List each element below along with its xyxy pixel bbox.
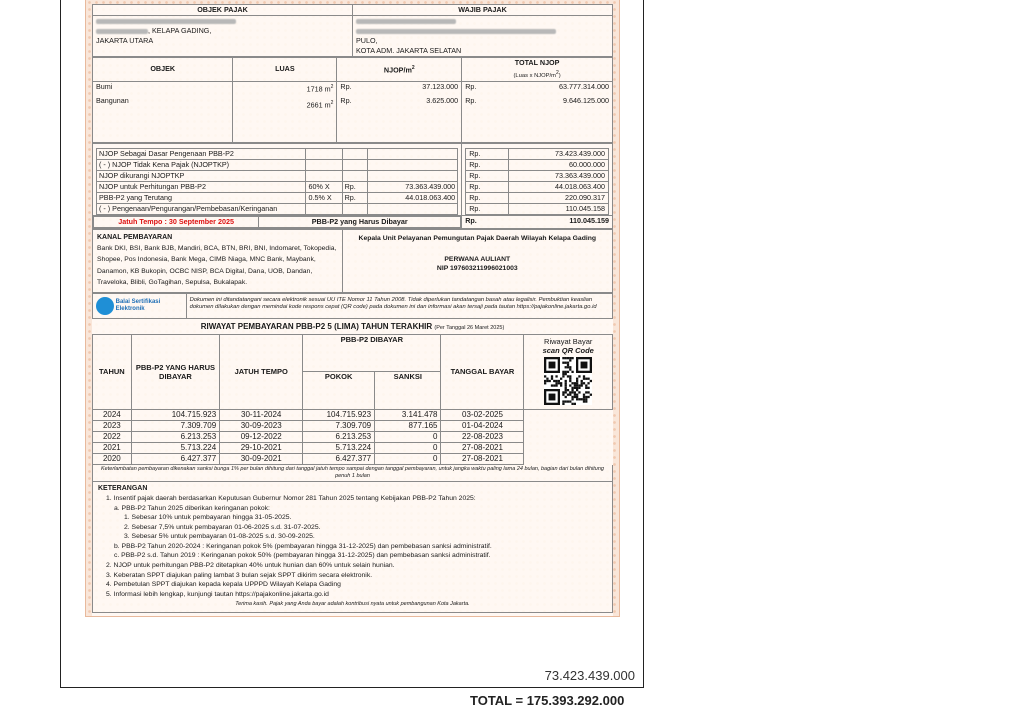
calc-pct: 0.5% X (306, 192, 342, 203)
riwayat-pbb: 6.213.253 (131, 431, 220, 442)
thanks-note: Terima kasih. Pajak yang Anda bayar adalah kontribusi nyata untuk pembangunan Kota Jakarta. (235, 601, 470, 608)
calc-mid (367, 170, 457, 181)
calc-label: ( - ) NJOP Tidak Kena Pajak (NJOPTKP) (97, 159, 306, 170)
riwayat-pbb: 5.713.224 (131, 442, 220, 453)
keterangan-line: a. PBB-P2 Tahun 2025 diberikan keringanan pokok: (114, 504, 270, 512)
riwayat-tahun: 2024 (93, 409, 132, 420)
njop-objek-cell: Bumi Bangunan (93, 81, 233, 142)
calc-label: NJOP untuk Perhitungan PBB-P2 (97, 181, 306, 192)
calc-rp: Rp. (342, 192, 367, 203)
calc-value-row (466, 159, 609, 170)
keterangan: KETERANGAN 1. Insentif pajak daerah berdasarkan Keputusan Gubernur Nomor 281 Tahun 2025 tentang Kebijakan PBB-P2 Tahun 2025: a. PBB-P2 Tahun 2025 diberikan keringanan pokok: 1. Sebesar 10% untuk pembayaran hingga 31-05-2025. 2. Sebesar 7,5% untuk pembayaran 01-06-2025 s.d. 31-07-2025. 3. Sebesar 5% untuk pembayaran 01-08-2025 s.d. 30-09-2025. b. PBB-P2 Tahun 2020-2024 : Keringanan pokok 5% (pembayaran hingga 31-12-2025) dan pembebasan sanksi administratif. c. PBB-P2 s.d. Tahun 2019 : Keringanan pokok 50% (pembayaran hingga 31-12-2025) dan pembebasan sanksi administratif. 2. NJOP untuk perhitungan PBB-P2 ditetapkan 40% untuk hunian dan 60% untuk selain hunian. 3. Keberatan SPPT diajukan paling lambat 3 bulan sejak SPPT dikirim secara elektronik. 4. Pembetulan SPPT diajukan kepada kepala UPPPD Wilayah Kelapa Gading 5. Informasi lebih lengkap, kunjungi tautan https://pajakonline.jakarta.go.id Terima kasih. Pajak yang Anda bayar adalah kontribusi nyata untuk pembangunan Kota Jakarta. (92, 482, 613, 614)
riwayat-pbb: 6.427.377 (131, 453, 220, 464)
calc-rp: Rp. (466, 170, 509, 181)
col-pokok: POKOK (303, 372, 375, 410)
calc-label: NJOP dikurangi NJOPTKP (97, 170, 306, 181)
keterangan-line: 2. NJOP untuk perhitungan PBB-P2 ditetapkan 40% untuk hunian dan 60% untuk selain hunian. (106, 562, 395, 570)
calc-value-row (466, 170, 609, 181)
riwayat-table (92, 334, 613, 465)
riwayat-tahun: 2021 (93, 442, 132, 453)
calc-value: 110.045.158 (509, 203, 609, 214)
bsre-row (92, 293, 613, 319)
qr-code-icon[interactable] (544, 357, 592, 405)
calc-value: 73.363.439.000 (509, 170, 609, 181)
bsre-logo: Balai Sertifikasi Elektronik (93, 293, 187, 318)
calc-rp: Rp. (466, 192, 509, 203)
calc-mid: 44.018.063.400 (367, 192, 457, 203)
col-pbb-dibayar: PBB-P2 DIBAYAR (303, 334, 441, 372)
calc-rp: Rp. (466, 203, 509, 214)
bsre-text: Dokumen ini ditandatangani secara elektronik sesuai UU ITE Nomor 11 Tahun 2008. Tidak diperlukan tandatangan basah atau legalisir. Pembuktian keaslian dokumen dilakukan dengan memindai kode respons cepat (QR code) pada dokumen ini dan informasi akan tersaji pada tautan https://pajakonline.jakarta.go.id (186, 293, 612, 318)
calc-row (97, 192, 458, 203)
calc-label: PBB-P2 yang Terutang (97, 192, 306, 203)
riwayat-pbb: 104.715.923 (131, 409, 220, 420)
riwayat-tanggal: 01-04-2024 (441, 420, 524, 431)
keterangan-line: 4. Pembetulan SPPT diajukan kepada kepala UPPPD Wilayah Kelapa Gading (106, 581, 341, 589)
calc-label: ( - ) Pengenaan/Pengurangan/Pembebasan/Keringanan (97, 203, 306, 214)
keterangan-line: 1. Sebesar 10% untuk pembayaran hingga 31-05-2025. (124, 514, 292, 522)
harus-dibayar-amount: Rp. 110.045.159 (462, 215, 613, 228)
riwayat-row (93, 442, 613, 453)
calc-value: 220.090.317 (509, 192, 609, 203)
calc-table (92, 143, 613, 229)
calc-pct (306, 203, 342, 214)
calc-rp: Rp. (342, 181, 367, 192)
riwayat-footnote: Keterlambatan pembayaran dikenakan sanksi bunga 1% per bulan dihitung dari tanggal jatuh tempo sampai dengan tanggal pembayaran, untuk jangka waktu paling lama 24 bulan, bagian dari bulan dihitung penuh 1 bulan (92, 465, 613, 482)
njop-total-cell: Rp. 63.777.314.000 Rp. 9.646.125.000 (462, 81, 613, 142)
riwayat-row (93, 409, 613, 420)
riwayat-row (93, 453, 613, 464)
calc-pct (306, 159, 342, 170)
col-jatuh-tempo: JATUH TEMPO (220, 334, 303, 409)
calc-value-row (466, 192, 609, 203)
calc-left (93, 143, 462, 215)
calc-row (97, 181, 458, 192)
riwayat-tanggal: 03-02-2025 (441, 409, 524, 420)
calc-rp (342, 203, 367, 214)
riwayat-jatuh: 09-12-2022 (220, 431, 303, 442)
riwayat-row (93, 420, 613, 431)
riwayat-row (93, 431, 613, 442)
calc-pct (306, 148, 342, 159)
calc-value: 60.000.000 (509, 159, 609, 170)
col-pbb-harus-dibayar: PBB-P2 YANG HARUS DIBAYAR (131, 334, 220, 409)
calc-rp (342, 170, 367, 181)
riwayat-tahun: 2020 (93, 453, 132, 464)
col-tanggal-bayar: TANGGAL BAYAR (441, 334, 524, 409)
calc-mid (367, 148, 457, 159)
objek-wajib-table (92, 4, 613, 57)
calc-mid: 73.363.439.000 (367, 181, 457, 192)
riwayat-pokok: 6.213.253 (303, 431, 375, 442)
riwayat-sanksi: 3.141.478 (375, 409, 441, 420)
frame-amount: 73.423.439.000 (544, 668, 635, 683)
riwayat-title: RIWAYAT PEMBAYARAN PBB-P2 5 (LIMA) TAHUN TERAKHIR (Per Tanggal 26 Maret 2025) (200, 321, 505, 331)
calc-row (97, 203, 458, 214)
riwayat-sanksi: 0 (375, 453, 441, 464)
njop-table (92, 57, 613, 143)
calc-rp (342, 159, 367, 170)
sppt-document (85, 0, 620, 617)
calc-mid (367, 203, 457, 214)
kanal-pembayaran: KANAL PEMBAYARAN Bank DKI, BSI, Bank BJB, Mandiri, BCA, BTN, BRI, BNI, Indomaret, Tokopedia, Shopee, Pos Indonesia, Bank Mega, CIMB Niaga, MNC Bank, Maybank, Danamon, KB Bukopin, OCBC NISP, BCA Digital, Dana, UOB, Dandan, Traveloka, Blibli, GoTagihan, Sepulsa, Bukalapak. (93, 229, 343, 292)
calc-row (97, 148, 458, 159)
col-total-njop: TOTAL NJOP (Luas x NJOP/m2) (462, 58, 613, 82)
col-sanksi: SANKSI (375, 372, 441, 410)
calc-row (97, 159, 458, 170)
riwayat-jatuh: 29-10-2021 (220, 442, 303, 453)
kepala-unit: Kepala Unit Pelayanan Pemungutan Pajak Daerah Wilayah Kelapa Gading PERWANA AULIANT NIP 197603211996021003 (342, 229, 612, 292)
riwayat-pokok: 6.427.377 (303, 453, 375, 464)
col-objek: OBJEK (93, 58, 233, 82)
riwayat-sanksi: 0 (375, 431, 441, 442)
calc-rp (342, 148, 367, 159)
calc-value: 44.018.063.400 (509, 181, 609, 192)
riwayat-tanggal: 27-08-2021 (441, 453, 524, 464)
objek-pajak-address: , KELAPA GADING, JAKARTA UTARA (93, 16, 353, 57)
riwayat-sanksi: 877.165 (375, 420, 441, 431)
calc-right (462, 143, 613, 215)
keterangan-line: 1. Insentif pajak daerah berdasarkan Keputusan Gubernur Nomor 281 Tahun 2025 tentang Kebijakan PBB-P2 Tahun 2025: (106, 494, 476, 502)
keterangan-line: 3. Keberatan SPPT diajukan paling lambat 3 bulan sejak SPPT dikirim secara elektronik. (106, 571, 373, 579)
keterangan-line: b. PBB-P2 Tahun 2020-2024 : Keringanan pokok 5% (pembayaran hingga 31-12-2025) dan pembebasan sanksi administratif. (114, 542, 492, 550)
riwayat-pokok: 5.713.224 (303, 442, 375, 453)
njop-value-cell: Rp. 37.123.000 Rp. 3.625.000 (337, 81, 462, 142)
keterangan-line: 2. Sebesar 7,5% untuk pembayaran 01-06-2025 s.d. 31-07-2025. (124, 523, 321, 531)
calc-label: NJOP Sebagai Dasar Pengenaan PBB-P2 (97, 148, 306, 159)
calc-rp: Rp. (466, 148, 509, 159)
njop-luas-cell: 1718 $m^2$ 2661 $m^2$ (233, 81, 337, 142)
riwayat-tanggal: 22-08-2023 (441, 431, 524, 442)
riwayat-pokok: 104.715.923 (303, 409, 375, 420)
calc-value-row (466, 148, 609, 159)
riwayat-jatuh: 30-11-2024 (220, 409, 303, 420)
keterangan-line: c. PBB-P2 s.d. Tahun 2019 : Keringanan pokok 50% (pembayaran hingga 31-12-2025) dan pembebasan sanksi administratif. (114, 552, 491, 560)
wajib-pajak-header: WAJIB PAJAK (353, 5, 613, 16)
riwayat-jatuh: 30-09-2021 (220, 453, 303, 464)
keterangan-line: 5. Informasi lebih lengkap, kunjungi tautan https://pajakonline.jakarta.go.id (106, 590, 329, 598)
qr-cell: Riwayat Bayar scan QR Code (524, 334, 613, 409)
riwayat-sanksi: 0 (375, 442, 441, 453)
wajib-pajak-address: PULO, KOTA ADM. JAKARTA SELATAN (353, 16, 613, 57)
riwayat-tanggal: 27-08-2021 (441, 442, 524, 453)
riwayat-pokok: 7.309.709 (303, 420, 375, 431)
jatuh-tempo: Jatuh Tempo : 30 September 2025 (94, 216, 259, 227)
bsre-logo-icon (96, 297, 114, 315)
calc-mid (367, 159, 457, 170)
objek-pajak-header: OBJEK PAJAK (93, 5, 353, 16)
col-luas: LUAS (233, 58, 337, 82)
calc-value-row (466, 203, 609, 214)
calc-rp: Rp. (466, 181, 509, 192)
riwayat-tahun: 2023 (93, 420, 132, 431)
kanal-kepala-table (92, 229, 613, 293)
riwayat-jatuh: 30-09-2023 (220, 420, 303, 431)
calc-pct: 60% X (306, 181, 342, 192)
riwayat-pbb: 7.309.709 (131, 420, 220, 431)
grand-total: TOTAL = 175.393.292.000 (470, 693, 625, 708)
calc-value: 73.423.439.000 (509, 148, 609, 159)
col-njop: NJOP/$m^2$ (337, 58, 462, 82)
riwayat-tahun: 2022 (93, 431, 132, 442)
calc-rp: Rp. (466, 159, 509, 170)
calc-pct (306, 170, 342, 181)
calc-value-row (466, 181, 609, 192)
keterangan-line: 3. Sebesar 5% untuk pembayaran 01-08-2025 s.d. 30-09-2025. (124, 533, 315, 541)
harus-dibayar-label: PBB-P2 yang Harus Dibayar (259, 216, 461, 227)
col-tahun: TAHUN (93, 334, 132, 409)
calc-row (97, 170, 458, 181)
